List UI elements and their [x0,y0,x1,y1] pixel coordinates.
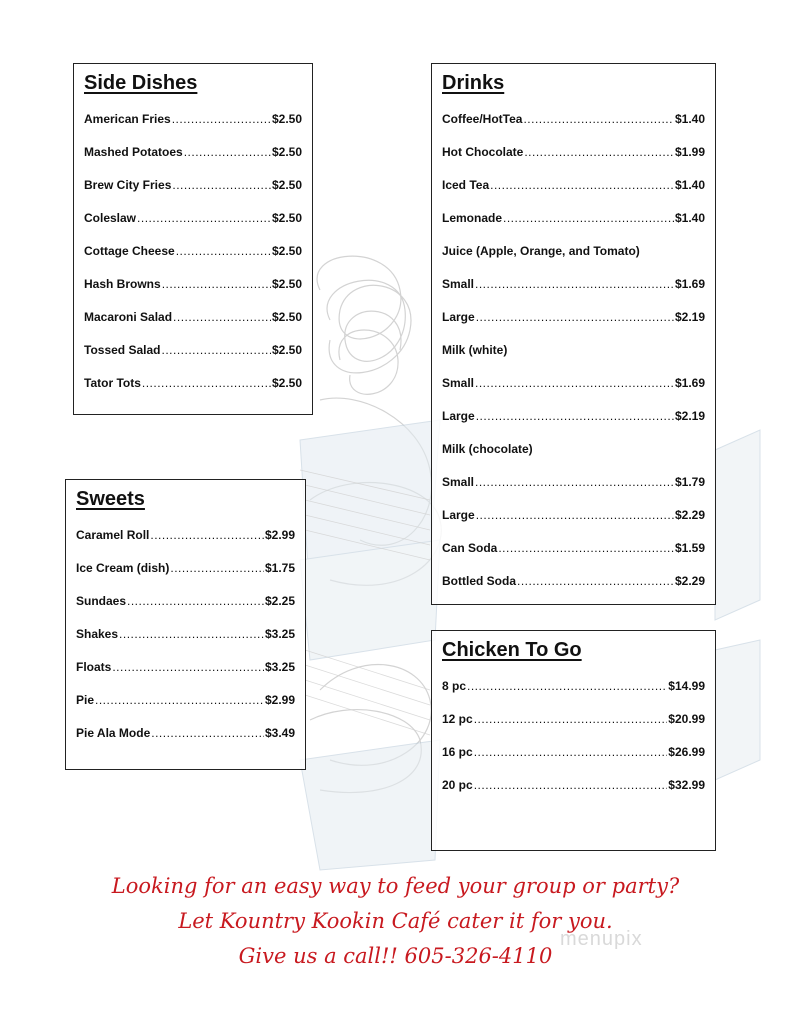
menu-item [76,594,295,608]
menu-item [442,178,705,192]
menu-item-price: $2.19 [674,409,705,423]
menu-item [84,112,302,126]
menu-item [76,660,295,674]
dot-leader [142,376,271,390]
menu-item [84,277,302,291]
dot-leader [474,712,668,726]
menu-item-name: Floats [76,660,112,674]
footer-line-2: Let Kountry Kookin Café cater it for you. [178,909,613,933]
menu-item-name: Small [442,475,475,489]
menu-item-price: $2.50 [271,211,302,225]
menu-item-price: $1.69 [674,376,705,390]
dot-leader [151,726,264,740]
side-dishes-list [84,112,302,390]
menu-item [442,574,705,588]
menu-item-name: Can Soda [442,541,498,555]
dot-leader [524,145,674,159]
menu-item [76,693,295,707]
menu-item [84,244,302,258]
dot-leader [475,376,674,390]
menu-item-price: $1.75 [264,561,295,575]
menu-item-name: Bottled Soda [442,574,516,588]
dot-leader [467,679,667,693]
menu-item [442,409,705,423]
dot-leader [173,310,271,324]
dot-leader [475,475,674,489]
menu-item-name: Shakes [76,627,119,641]
drinks-title: Drinks [442,72,505,94]
menu-item-name: Milk (chocolate) [442,442,533,456]
menu-item-name: 20 pc [442,778,473,792]
menu-item-price: $2.50 [271,310,302,324]
dot-leader [170,561,264,575]
menu-item-name: Large [442,508,475,522]
menu-item-price: $1.40 [674,211,705,225]
menu-item-price: $2.29 [674,574,705,588]
chicken-to-go-section [431,630,716,851]
menu-item-price: $2.50 [271,244,302,258]
menu-item [442,145,705,159]
menu-item-name: Sundaes [76,594,127,608]
menu-item [84,145,302,159]
menu-item [84,211,302,225]
menu-item-price: $2.99 [264,528,295,542]
menu-item-name: Brew City Fries [84,178,172,192]
dot-leader [95,693,264,707]
dot-leader [498,541,674,555]
menu-item-name: Coffee/HotTea [442,112,523,126]
menu-item-name: Hash Browns [84,277,161,291]
menu-item-price: $32.99 [668,778,705,792]
menu-item [442,112,705,126]
side-dishes-title: Side Dishes [84,72,198,94]
dot-leader [476,409,674,423]
menu-item [442,376,705,390]
drinks-list [442,112,705,588]
dot-leader [176,244,271,258]
menu-item-price: $1.59 [674,541,705,555]
menu-item [442,745,705,759]
menu-item-price: $26.99 [668,745,705,759]
dot-leader [474,745,668,759]
menu-item-price: $3.25 [264,660,295,674]
menu-item-name: Hot Chocolate [442,145,524,159]
menu-item-name: Mashed Potatoes [84,145,183,159]
dot-leader [137,211,271,225]
menu-item [442,244,705,258]
menu-item-price: $2.50 [271,376,302,390]
menu-item-price: $2.50 [271,277,302,291]
dot-leader [476,310,674,324]
menu-item-name: Juice (Apple, Orange, and Tomato) [442,244,640,258]
menu-item-name: 12 pc [442,712,473,726]
menu-item-name: 8 pc [442,679,467,693]
dot-leader [523,112,674,126]
dot-leader [150,528,264,542]
menu-item-price: $2.99 [264,693,295,707]
menu-item [442,442,705,456]
menu-item-name: Coleslaw [84,211,137,225]
menu-item-price: $2.29 [674,508,705,522]
menu-item-name: Iced Tea [442,178,490,192]
menu-item-name: American Fries [84,112,171,126]
dot-leader [161,343,270,357]
menu-item-name: Lemonade [442,211,503,225]
menu-item-name: Tator Tots [84,376,141,390]
dot-leader [162,277,271,291]
menu-item [442,541,705,555]
menu-item-price: $3.49 [264,726,295,740]
menu-item [442,343,705,357]
dot-leader [476,508,674,522]
dot-leader [184,145,271,159]
menu-item-price: $2.25 [264,594,295,608]
drinks-section [431,63,716,605]
menu-item-name: Large [442,409,475,423]
dot-leader [119,627,264,641]
menupix-watermark: menupix [560,928,643,950]
sweets-list [76,528,295,740]
menu-item-name: Macaroni Salad [84,310,173,324]
footer-line-1: Looking for an easy way to feed your group or party? [111,874,680,898]
menu-item-price: $1.40 [674,178,705,192]
menu-item-price: $14.99 [668,679,705,693]
menu-item [76,561,295,575]
menu-item-name: 16 pc [442,745,473,759]
menu-item-price: $2.50 [271,178,302,192]
menu-item-name: Small [442,277,475,291]
menu-item [442,277,705,291]
menu-item-name: Ice Cream (dish) [76,561,170,575]
menu-item [442,679,705,693]
chicken-to-go-list [442,679,705,792]
menu-item [442,508,705,522]
menu-item-name: Tossed Salad [84,343,161,357]
menu-item-price: $2.50 [271,112,302,126]
menu-item-name: Large [442,310,475,324]
chicken-to-go-title: Chicken To Go [442,639,582,661]
menu-item-price: $3.25 [264,627,295,641]
menu-item [442,310,705,324]
menu-item [442,778,705,792]
menu-item [442,475,705,489]
side-dishes-section [73,63,313,415]
menu-item-price: $20.99 [668,712,705,726]
menu-item-price: $1.69 [674,277,705,291]
menu-item [84,310,302,324]
menu-item-price: $2.19 [674,310,705,324]
menu-item [442,211,705,225]
menu-item-name: Small [442,376,475,390]
dot-leader [475,277,674,291]
menu-item [442,712,705,726]
menu-item [84,178,302,192]
menu-item-price: $2.50 [271,145,302,159]
sweets-title: Sweets [76,488,145,510]
dot-leader [127,594,264,608]
menu-item [76,726,295,740]
menu-item-price: $1.79 [674,475,705,489]
dot-leader [490,178,674,192]
dot-leader [474,778,668,792]
menu-item-name: Caramel Roll [76,528,150,542]
footer-line-3: Give us a call!! 605-326-4110 [238,944,553,968]
menu-item [76,528,295,542]
dot-leader [517,574,674,588]
menu-item [84,376,302,390]
menu-item-name: Milk (white) [442,343,508,357]
menu-item-name: Pie [76,693,95,707]
menu-item-price: $1.99 [674,145,705,159]
dot-leader [172,112,271,126]
menu-item [76,627,295,641]
menu-item-name: Cottage Cheese [84,244,175,258]
menu-item-price: $1.40 [674,112,705,126]
dot-leader [503,211,674,225]
dot-leader [112,660,264,674]
menu-item-price: $2.50 [271,343,302,357]
menu-item-name: Pie Ala Mode [76,726,151,740]
menu-item [84,343,302,357]
sweets-section [65,479,306,770]
dot-leader [172,178,271,192]
